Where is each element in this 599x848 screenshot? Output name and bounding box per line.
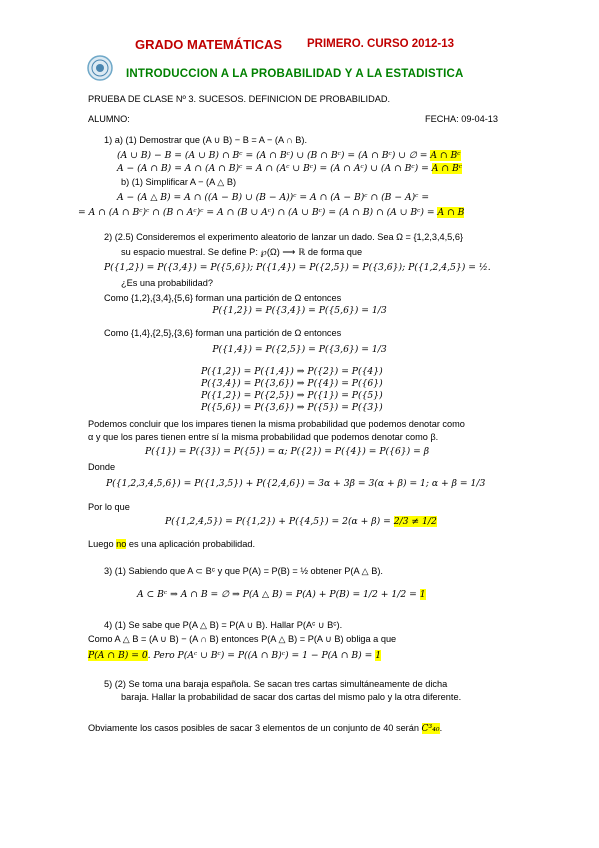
problem-5-obviously: Obviamente los casos posibles de sacar 3 elementos de un conjunto de 40 serán C³₄₀.	[88, 723, 443, 734]
problem-2-question: ¿Es una probabilidad?	[121, 278, 213, 288]
highlight-answer: P(A ∩ B) = 0	[88, 650, 148, 661]
conclusion-line-1: Podemos concluir que los impares tienen la misma probabilidad que podemos denotar como	[88, 419, 465, 429]
problem-1b-line1: A − (A △ B) = A ∩ ((A − B) ∪ (B − A))ᶜ = A ∩ (A − B)ᶜ ∩ (B − A)ᶜ =	[117, 192, 430, 203]
problem-2-intro-1: 2) (2.5) Consideremos el experimento aleatorio de lanzar un dado. Sea Ω = {1,2,3,4,5,6}	[104, 232, 464, 242]
subject-title: INTRODUCCION A LA PROBABILIDAD Y A LA ESTADISTICA	[126, 68, 464, 80]
implication-line: P({5,6}) = P({3,6}) ⇒ P({5}) = P({3})	[201, 402, 383, 413]
problem-3-answer: A ⊂ Bᶜ ⇒ A ∩ B = ∅ ⇒ P(A △ B) = P(A) + P(B) = 1/2 + 1/2 = 1	[137, 589, 426, 600]
university-seal-icon	[87, 55, 113, 81]
donde-label: Donde	[88, 462, 116, 472]
highlight-answer: A ∩ Bᶜ	[431, 163, 462, 174]
highlight-no: no	[116, 539, 127, 549]
alpha-beta-equation: P({1}) = P({3}) = P({5}) = α; P({2}) = P({4}) = P({6}) = β	[145, 446, 430, 457]
problem-4-statement: 4) (1) Se sabe que P(A △ B) = P(A ∪ B). Hallar P(Aᶜ ∪ Bᶜ).	[104, 620, 343, 630]
test-title: PRUEBA DE CLASE Nº 3. SUCESOS. DEFINICION DE PROBABILIDAD.	[88, 94, 391, 104]
problem-5-statement-1: 5) (2) Se toma una baraja española. Se sacan tres cartas simultáneamente de dicha	[104, 679, 448, 689]
problem-4-answer: P(A ∩ B) = 0. Pero P(Aᶜ ∪ Bᶜ) = P((A ∩ B)ᶜ) = 1 − P(A ∩ B) = 1	[88, 650, 382, 661]
conclusion-line-2: α y que los pares tienen entre sí la misma probabilidad que podemos denotar como β.	[88, 432, 439, 442]
problem-1a-line2: A − (A ∩ B) = A ∩ (A ∩ B)ᶜ = A ∩ (Aᶜ ∪ Bᶜ) = (A ∩ Aᶜ) ∪ (A ∩ Bᶜ) = A ∩ Bᶜ	[117, 163, 462, 174]
problem-5-statement-2: baraja. Hallar la probabilidad de sacar dos cartas del mismo palo y la otra diferente.	[121, 692, 462, 702]
highlight-combination: C³₄₀	[421, 723, 440, 734]
problem-1a-statement: 1) a) (1) Demostrar que (A ∪ B) − B = A − (A ∩ B).	[104, 135, 308, 145]
implication-line: P({1,2}) = P({1,4}) ⇒ P({2}) = P({4})	[201, 366, 383, 377]
conclusion-not-probability: Luego no es una aplicación probabilidad.	[88, 539, 256, 549]
final-equation: P({1,2,4,5}) = P({1,2}) + P({4,5}) = 2(α + β) = 2/3 ≠ 1/2	[165, 516, 437, 527]
date-label: FECHA: 09-04-13	[425, 114, 499, 124]
problem-1a-line1: (A ∪ B) − B = (A ∪ B) ∩ Bᶜ = (A ∩ Bᶜ) ∪ (B ∩ Bᶜ) = (A ∩ Bᶜ) ∪ ∅ = A ∩ Bᶜ	[117, 150, 461, 161]
total-probability-equation: P({1,2,3,4,5,6}) = P({1,3,5}) + P({2,4,6}) = 3α + 3β = 3(α + β) = 1; α + β = 1/3	[106, 478, 486, 489]
student-label: ALUMNO:	[88, 114, 130, 124]
highlight-answer: 1	[375, 650, 382, 661]
course-label: PRIMERO. CURSO 2012-13	[307, 38, 454, 50]
implication-line: P({1,2}) = P({2,5}) ⇒ P({1}) = P({5})	[201, 390, 383, 401]
highlight-answer: A ∩ B	[437, 207, 465, 218]
highlight-answer: 1	[419, 589, 426, 600]
problem-1b-statement: b) (1) Simplificar A − (A △ B)	[121, 177, 237, 187]
implication-line: P({3,4}) = P({3,6}) ⇒ P({4}) = P({6})	[201, 378, 383, 389]
partition-2-equation: P({1,4}) = P({2,5}) = P({3,6}) = 1/3	[212, 344, 387, 355]
highlight-answer: A ∩ Bᶜ	[430, 150, 461, 161]
highlight-answer: 2/3 ≠ 1/2	[393, 516, 437, 527]
partition-1-text: Como {1,2},{3,4},{5,6} forman una partición de Ω entonces	[104, 293, 342, 303]
por-lo-que-label: Por lo que	[88, 502, 130, 512]
partition-2-text: Como {1,4},{2,5},{3,6} forman una partición de Ω entonces	[104, 328, 342, 338]
page-title: GRADO MATEMÁTICAS	[135, 37, 283, 52]
problem-1b-line2: = A ∩ (A ∩ Bᶜ)ᶜ ∩ (B ∩ Aᶜ)ᶜ = A ∩ (B ∪ Aᶜ) ∩ (A ∪ Bᶜ) = (A ∩ B) ∩ (A ∪ Bᶜ) = A ∩ B	[78, 207, 465, 218]
problem-2-intro-2: su espacio muestral. Se define P: ℘(Ω) ⟶ ℝ de forma que	[121, 247, 363, 257]
problem-4-como: Como A △ B = (A ∪ B) − (A ∩ B) entonces P(A △ B) = P(A ∪ B) obliga a que	[88, 634, 397, 644]
problem-2-definition: P({1,2}) = P({3,4}) = P({5,6}); P({1,4}) = P({2,5}) = P({3,6}); P({1,2,4,5}) = ½.	[104, 262, 491, 273]
problem-3-statement: 3) (1) Sabiendo que A ⊂ Bᶜ y que P(A) = P(B) = ½ obtener P(A △ B).	[104, 566, 383, 576]
partition-1-equation: P({1,2}) = P({3,4}) = P({5,6}) = 1/3	[212, 305, 387, 316]
